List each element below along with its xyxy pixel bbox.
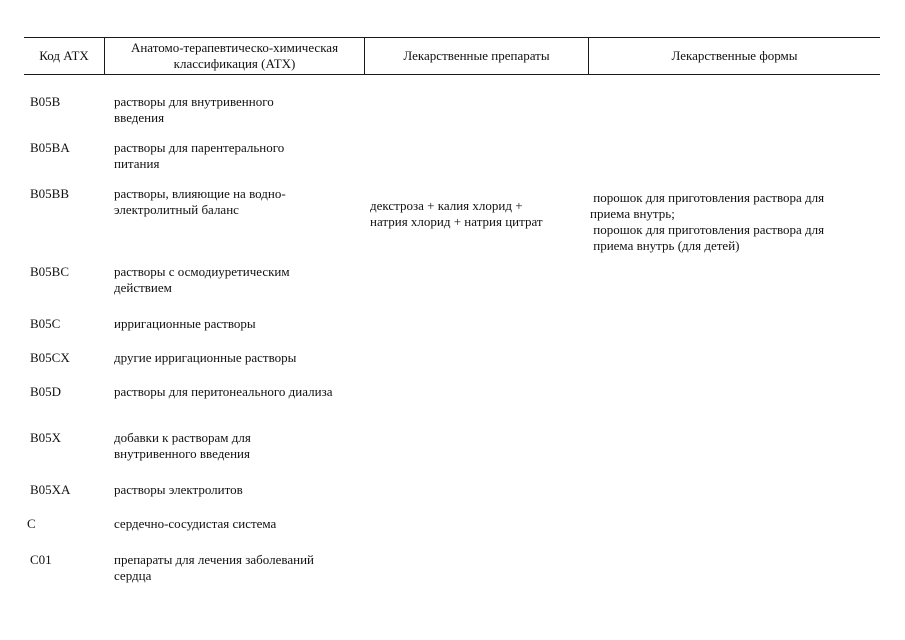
row-code: B05C <box>30 316 61 331</box>
row-code: B05X <box>30 430 62 445</box>
row-code: C01 <box>30 552 52 567</box>
row-classification: сердечно-сосудистая система <box>114 516 277 531</box>
row-classification: растворы электролитов <box>114 482 243 497</box>
row-code: C <box>27 516 36 531</box>
table-header-rule <box>24 74 880 75</box>
row-dosage-forms: порошок для приготовления раствора для приема внутрь; порошок для приготовления раствора для приема внутрь (для детей) <box>590 190 825 253</box>
row-classification: растворы, влияющие на водно- электролитный баланс <box>114 186 286 217</box>
row-code: B05XA <box>30 482 71 497</box>
row-classification: другие ирригационные растворы <box>114 350 297 365</box>
row-code: B05BC <box>30 264 70 279</box>
row-code: B05BB <box>30 186 70 201</box>
row-classification: ирригационные растворы <box>114 316 256 331</box>
header-forms: Лекарственные формы <box>671 48 798 63</box>
row-classification: растворы для парентерального питания <box>114 140 285 171</box>
row-code: B05D <box>30 384 62 399</box>
row-classification: растворы для внутривенного введения <box>114 94 274 125</box>
header-drugs: Лекарственные препараты <box>403 48 550 63</box>
header-classification: Анатомо-терапевтическо-химическая классификация (АТХ) <box>130 40 339 71</box>
row-classification: растворы для перитонеального диализа <box>114 384 333 399</box>
header-code: Код АТХ <box>39 48 89 63</box>
row-code: B05CX <box>30 350 70 365</box>
row-code: B05B <box>30 94 61 109</box>
row-code: B05BA <box>30 140 70 155</box>
row-classification: препараты для лечения заболеваний сердца <box>114 552 314 583</box>
row-drug: декстроза + калия хлорид + натрия хлорид + натрия цитрат <box>370 198 543 229</box>
row-classification: добавки к растворам для внутривенного введения <box>114 430 251 461</box>
row-classification: растворы с осмодиуретическим действием <box>114 264 290 295</box>
